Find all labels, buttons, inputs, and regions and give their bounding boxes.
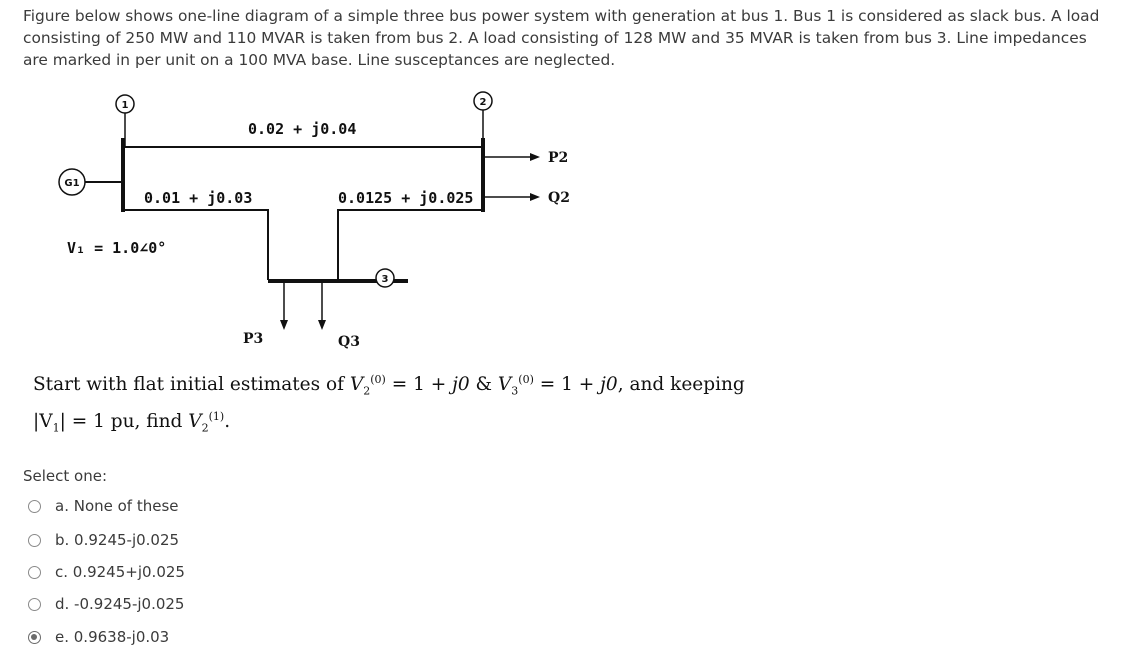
equals-one-plus: = 1 + [385,374,453,395]
find-text: find [140,411,189,432]
radio-option-c[interactable] [28,566,41,579]
j0-term: j0 [452,374,470,395]
z23-label: 0.0125 + j0.025 [338,189,474,207]
radio-option-d[interactable] [28,598,41,611]
prompt-text-keeping: , and keeping [617,374,745,395]
option-d[interactable] [28,592,184,616]
v1-label: V₁ = 1.0∠0° [67,239,167,257]
p3-label: P3 [243,331,264,347]
question-text: Figure below shows one-line diagram of a simple three bus power system with generation at bus 1. Bus 1 is considered as slack bus. A load consisting of 250 MW and 110 MVAR is taken from bus 2. A load consisting of 128 MW and 35 MVAR is taken from bus 3. Line impedances are marked in per unit on a 100 MVA base. Line susceptances are neglected. [23,7,1100,69]
v2-iter-superscript: (1) [208,409,225,423]
bus-1-bar [121,138,125,212]
v2-iter-symbol: V [188,411,202,432]
option-b[interactable] [28,528,179,552]
prompt-line-1 [33,366,833,403]
radio-option-b[interactable] [28,534,41,547]
prompt-text-start: Start with flat initial estimates of [33,374,350,395]
pu-unit: pu, [110,411,141,432]
z13-label: 0.01 + j0.03 [144,189,253,207]
period: . [224,411,231,432]
p2-arrowhead-icon [530,153,540,161]
v1-magnitude-close: | = 1 [59,411,111,432]
prompt-equation [33,366,833,440]
bus-1-label: 1 [121,100,129,111]
radio-option-a[interactable] [28,500,41,513]
v2-subscript: 2 [363,384,371,398]
option-a-label: a. None of these [55,497,179,515]
prompt-line-2 [33,403,833,440]
j0-term-2: j0 [600,374,618,395]
option-e-label: e. 0.9638-j0.03 [55,628,170,646]
p3-arrowhead-icon [280,320,288,330]
v2-superscript: (0) [370,372,386,386]
option-c-label: c. 0.9245+j0.025 [55,563,185,581]
option-b-label: b. 0.9245-j0.025 [55,531,180,549]
bus-2-bar [481,138,485,212]
radio-option-e[interactable] [28,631,41,644]
option-c[interactable] [28,560,185,584]
z12-label: 0.02 + j0.04 [248,120,357,138]
generator-label: G1 [64,178,80,189]
v3-subscript: 3 [511,384,519,398]
v1-magnitude-open: |V [33,411,53,432]
v1-subscript: 1 [52,421,60,435]
option-a[interactable] [28,494,179,518]
v2-initial [350,366,386,403]
v2-symbol: V [349,374,364,395]
equals-one-plus-2: = 1 + [533,374,601,395]
v2-iter-subscript: 2 [201,421,209,435]
bus-3-label: 3 [381,274,389,285]
q2-arrowhead-icon [530,193,540,201]
select-one-label: Select one: [23,467,108,485]
v3-initial [498,366,534,403]
q3-label: Q3 [338,334,360,350]
bus-2-label: 2 [479,97,487,108]
v2-first-iteration [188,403,224,440]
v3-symbol: V [497,374,512,395]
q3-arrowhead-icon [318,320,326,330]
q2-label: Q2 [548,190,570,206]
option-e[interactable] [28,625,169,649]
option-d-label: d. -0.9245-j0.025 [55,595,185,613]
p2-label: P2 [548,150,569,166]
v3-superscript: (0) [518,372,534,386]
ampersand: & [469,374,498,395]
line-2-3 [338,210,483,280]
